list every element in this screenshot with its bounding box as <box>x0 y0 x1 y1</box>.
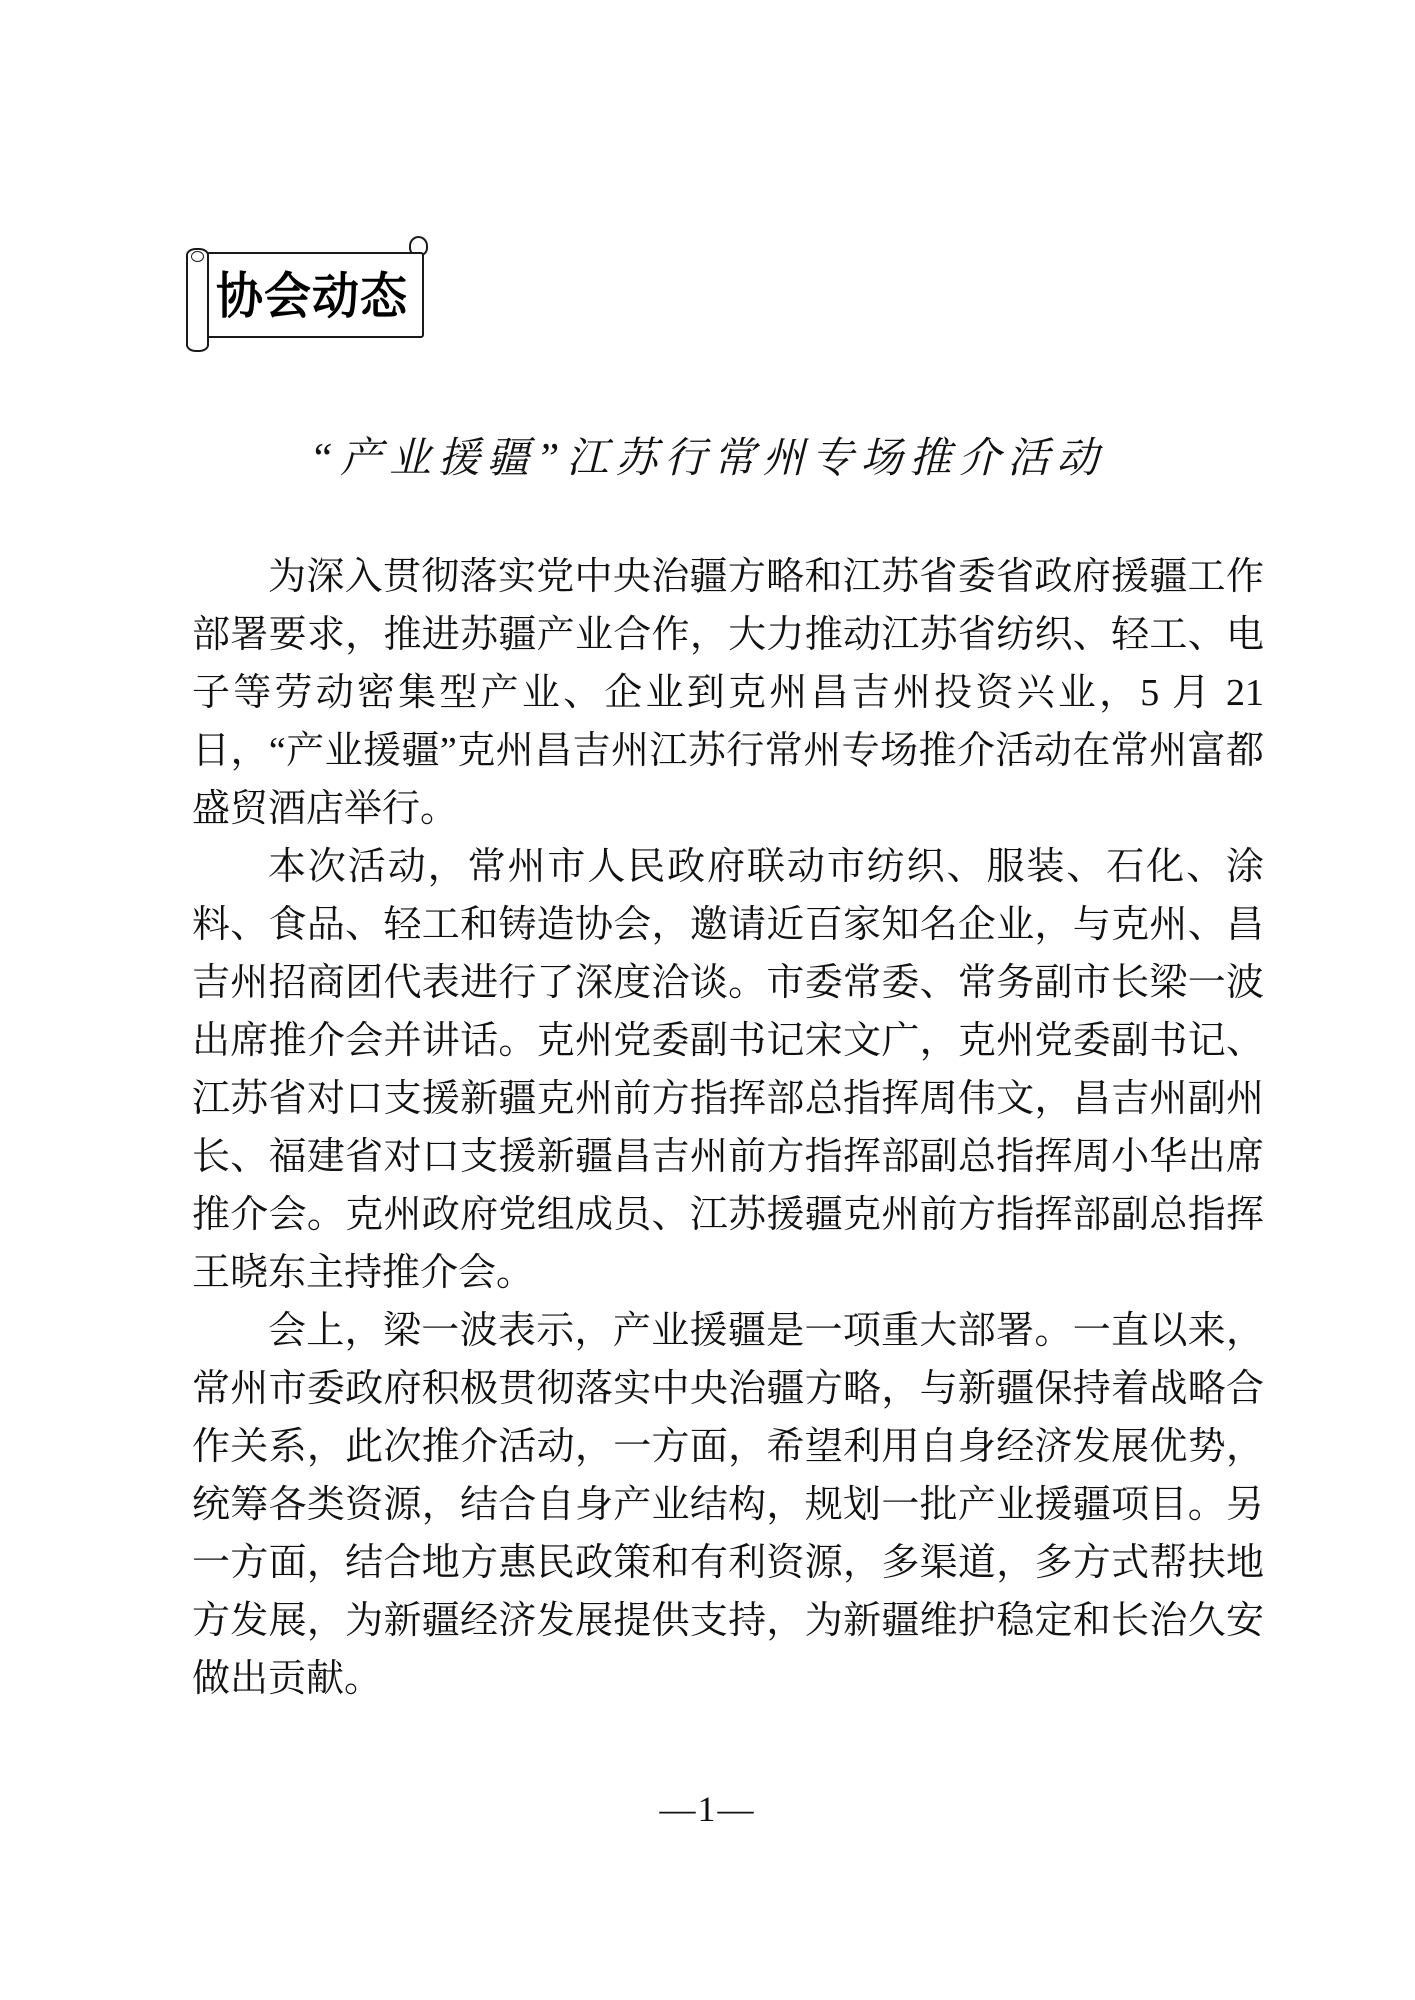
scroll-banner-face <box>200 252 424 338</box>
paragraph: 会上，梁一波表示，产业援疆是一项重大部署。一直以来，常州市委政府积极贯彻落实中央治疆方略，与新疆保持着战略合作关系，此次推介活动，一方面，希望利用自身经济发展优势，统筹各类资源，结合自身产业结构，规划一批产业援疆项目。另一方面，结合地方惠民政策和有利资源，多渠道，多方式帮扶地方发展，为新疆经济发展提供支持，为新疆维护稳定和长治久安做出贡献。 <box>192 1310 1264 1700</box>
page-number: —1— <box>659 1789 756 1829</box>
paragraph: 为深入贯彻落实党中央治疆方略和江苏省委省政府援疆工作部署要求，推进苏疆产业合作，大力推动江苏省纺织、轻工、电子等劳动密集型产业、企业到克州昌吉州投资兴业，5 月 21 日，“产业援疆”克州昌吉州江苏行常州专场推介活动在常州富都盛贸酒店举行。 <box>192 556 1264 830</box>
paragraph: 本次活动，常州市人民政府联动市纺织、服装、石化、涂料、食品、轻工和铸造协会，邀请近百家知名企业，与克州、昌吉州招商团代表进行了深度洽谈。市委常委、常务副市长梁一波出席推介会并讲话。克州党委副书记宋文广，克州党委副书记、江苏省对口支援新疆克州前方指挥部总指挥周伟文，昌吉州副州长、福建省对口支援新疆昌吉州前方指挥部副总指挥周小华出席推介会。克州政府党组成员、江苏援疆克州前方指挥部副总指挥王晓东主持推介会。 <box>192 846 1264 1294</box>
article-body <box>192 548 1264 1708</box>
scroll-roll-icon <box>186 248 209 352</box>
section-title: 协会动态 <box>216 267 408 323</box>
section-banner-scroll <box>186 236 430 354</box>
article-title: “产业援疆”江苏行常州专场推介活动 <box>309 436 1106 482</box>
